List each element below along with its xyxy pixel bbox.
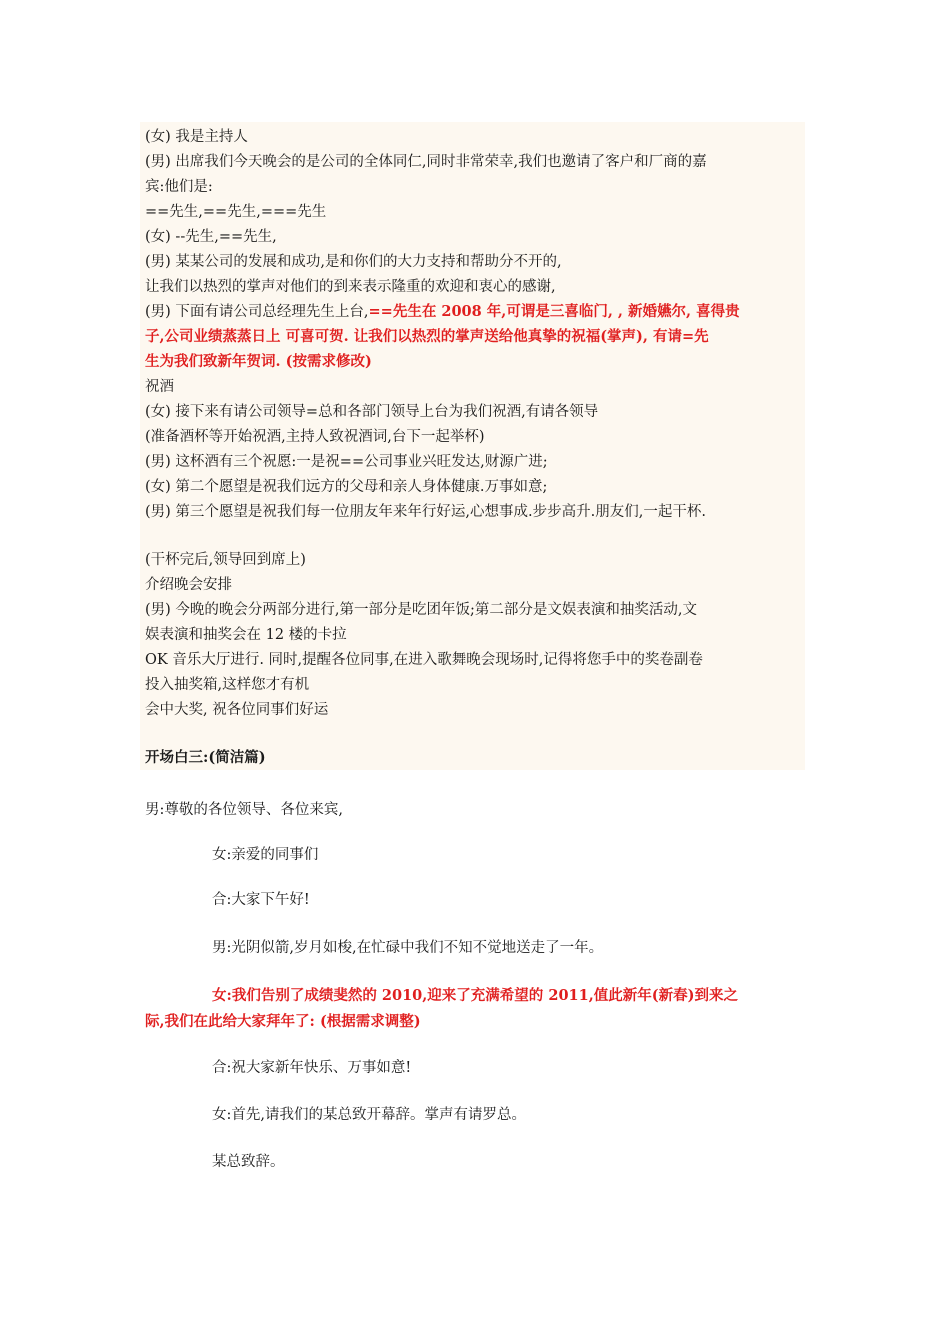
dialogue-line: 女:亲爱的同事们 (212, 847, 319, 863)
text-line: OK 音乐大厅进行. 同时,提醒各位同事,在进入歌舞晚会现场时,记得将您手中的奖卷副卷 (145, 652, 703, 668)
text-line: (男) 出席我们今天晚会的是公司的全体同仁,同时非常荣幸,我们也邀请了客户和厂商的嘉 (145, 154, 707, 170)
dialogue-line: 男:尊敬的各位领导、各位来宾, (145, 802, 343, 818)
intro-highlight-line: 子,公司业绩蒸蒸日上 可喜可贺. 让我们以热烈的掌声送给他真挚的祝福(掌声), 有请=先 (145, 328, 709, 345)
dialogue-line: 某总致辞。 (212, 1154, 285, 1170)
dialogue-line: 合:祝大家新年快乐、万事如意! (212, 1060, 412, 1076)
dialogue-highlight-line: 际,我们在此给大家拜年了: (根据需求调整) (145, 1013, 421, 1030)
text-line: (男) 今晚的晚会分两部分进行,第一部分是吃团年饭;第二部分是文娱表演和抽奖活动,文 (145, 602, 698, 618)
text-line: 宾:他们是: (145, 179, 213, 195)
dialogue-highlight-line: 女:我们告别了成绩斐然的 2010,迎来了充满希望的 2011,值此新年(新春)到来之 (212, 987, 738, 1004)
intro-highlight-line: 生为我们致新年贺词. (按需求修改) (145, 353, 372, 370)
text-line: (男) 第三个愿望是祝我们每一位朋友年来年行好运,心想事成.步步高升.朋友们,一起干杯. (145, 504, 706, 520)
text-line: ==先生,==先生,===先生 (145, 204, 327, 220)
section-heading: 开场白三:(简洁篇) (145, 749, 266, 766)
intro-prefix: (男) 下面有请公司总经理先生上台, (145, 304, 369, 320)
dialogue-line: 合:大家下午好! (212, 892, 310, 908)
text-line: (准备酒杯等开始祝酒,主持人致祝酒词,台下一起举杯) (145, 429, 485, 445)
text-line: (干杯完后,领导回到席上) (145, 552, 306, 568)
text-line: 投入抽奖箱,这样您才有机 (145, 677, 310, 693)
text-line: (女) 接下来有请公司领导=总和各部门领导上台为我们祝酒,有请各领导 (145, 404, 599, 420)
text-line: (男) 这杯酒有三个祝愿:一是祝==公司事业兴旺发达,财源广进; (145, 454, 548, 470)
intro-line (145, 302, 815, 322)
text-line: 让我们以热烈的掌声对他们的到来表示隆重的欢迎和衷心的感谢, (145, 279, 556, 295)
text-line: 会中大奖, 祝各位同事们好运 (145, 702, 329, 718)
toast-heading: 祝酒 (145, 379, 174, 395)
dialogue-line: 男:光阴似箭,岁月如梭,在忙碌中我们不知不觉地送走了一年。 (212, 940, 604, 956)
dialogue-line: 女:首先,请我们的某总致开幕辞。掌声有请罗总。 (212, 1107, 526, 1123)
text-line: (女) --先生,==先生, (145, 229, 277, 245)
text-line: (女) 第二个愿望是祝我们远方的父母和亲人身体健康.万事如意; (145, 479, 548, 495)
text-line: (女) 我是主持人 (145, 129, 248, 145)
intro-highlight: ==先生在 2008 年,可谓是三喜临门, , 新婚嬿尔, 喜得贵 (368, 303, 740, 320)
text-line: 娱表演和抽奖会在 12 楼的卡拉 (145, 627, 347, 643)
text-line: (男) 某某公司的发展和成功,是和你们的大力支持和帮助分不开的, (145, 254, 562, 270)
program-heading: 介绍晚会安排 (145, 577, 232, 593)
